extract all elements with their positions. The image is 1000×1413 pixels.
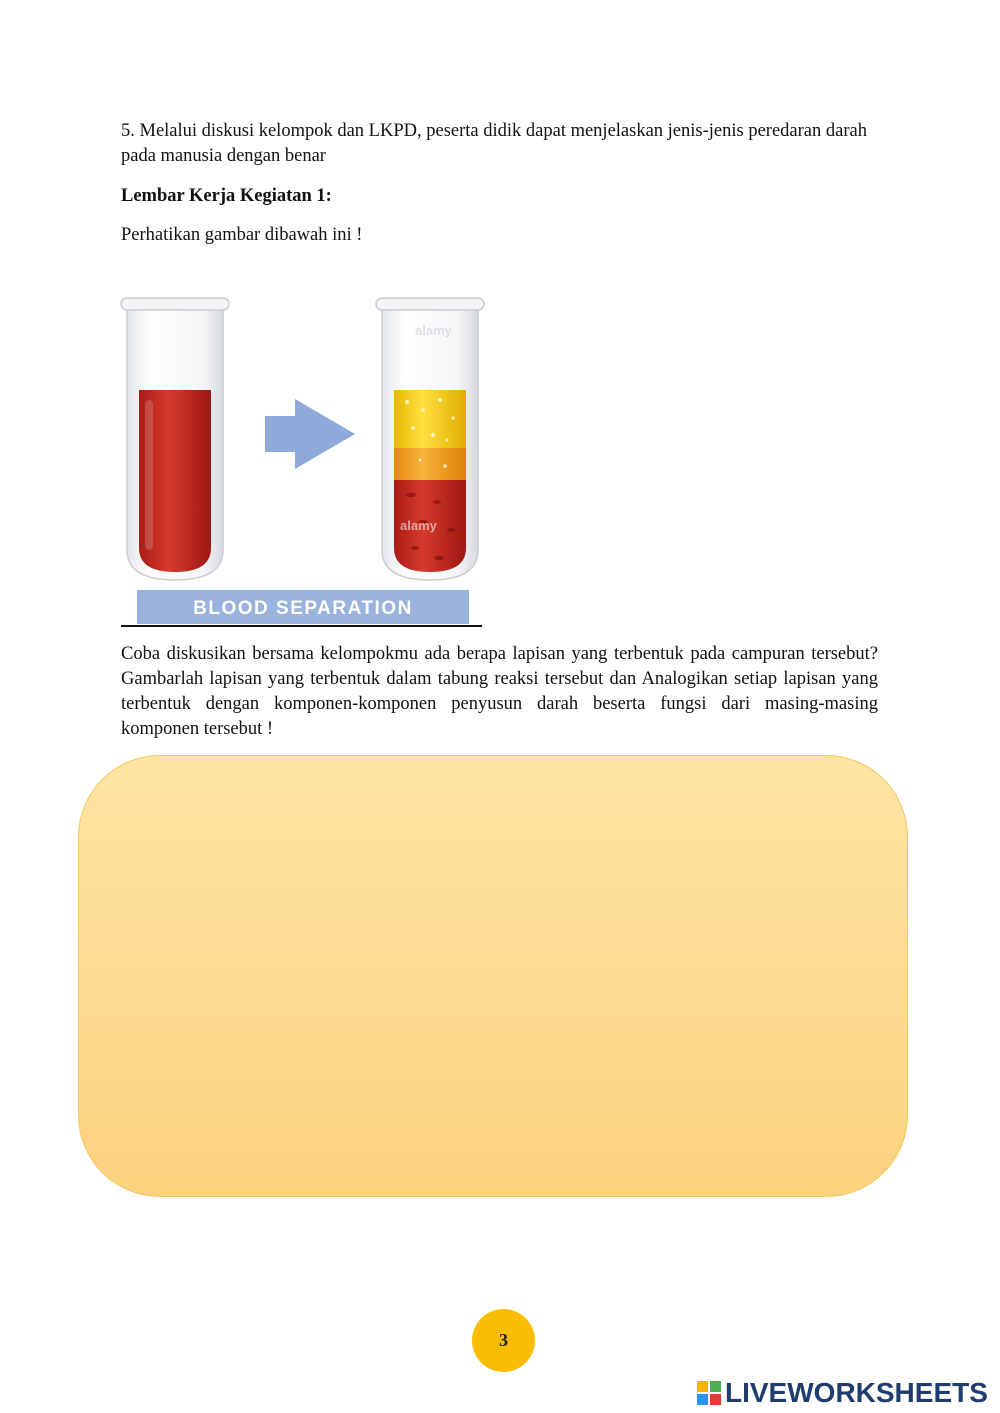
separated-blood-tube [376,298,484,580]
discussion-text: Coba diskusikan bersama kelompokmu ada berapa lapisan yang terbentuk pada campuran tersebut? Gambarlah lapisan yang terbentuk dalam tabung reaksi tersebut dan Analogikan setiap lapisan yang terbentuk dengan komponen-komponen penyusun darah beserta fungsi dari masing-masing komponen tersebut ! [121,644,878,739]
instruction-text: Perhatikan gambar dibawah ini ! [121,225,363,245]
figure-underline [121,625,482,627]
watermark-text: alamy [415,323,452,338]
answer-box[interactable] [78,755,908,1197]
buffy-coat-layer [394,448,466,480]
figure-caption: BLOOD SEPARATION [193,598,413,619]
watermark-text: alamy [400,518,437,533]
liveworksheets-logo-icon [697,1381,721,1405]
activity-heading: Lembar Kerja Kegiatan 1: [121,186,332,206]
blood-separation-figure [115,290,490,635]
whole-blood-tube [121,298,229,580]
separation-arrow [265,399,355,469]
liveworksheets-brand [697,1377,988,1409]
page-number: 3 [472,1309,535,1372]
brand-name: LIVEWORKSHEETS [725,1377,988,1408]
plasma-layer [394,390,466,448]
objective-text: 5. Melalui diskusi kelompok dan LKPD, peserta didik dapat menjelaskan jenis-jenis peredaran darah pada manusia dengan benar [121,121,867,166]
